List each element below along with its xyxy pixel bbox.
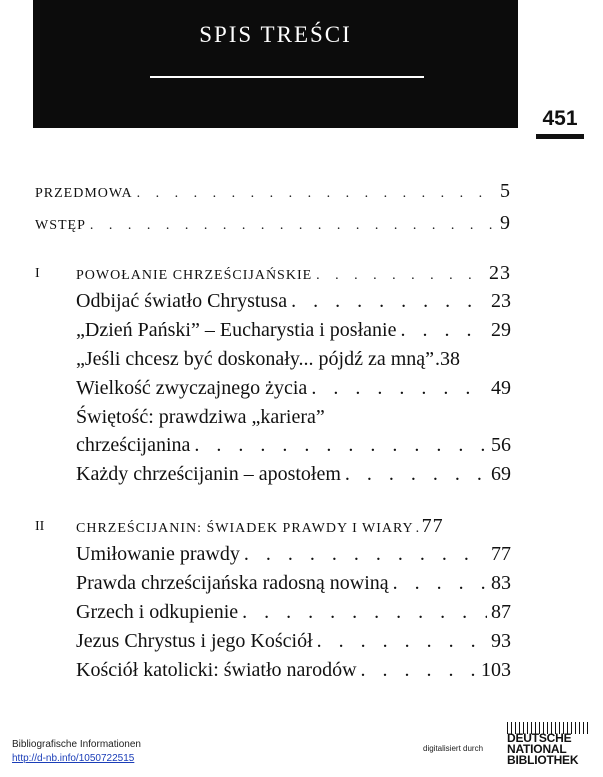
toc-entry[interactable] — [76, 463, 511, 486]
toc-entry[interactable] — [76, 319, 511, 342]
dnb-logo-text — [507, 733, 593, 766]
toc-entry[interactable] — [76, 630, 511, 653]
toc-entry-label: Kościół katolicki: światło narodów — [76, 659, 357, 681]
page-number-underline — [536, 134, 584, 139]
toc-entry[interactable] — [76, 290, 511, 313]
toc-entry-page: 49 — [491, 377, 511, 399]
toc-entry-label: Umiłowanie prawdy — [76, 543, 240, 565]
dnb-logo-line: NATIONAL — [507, 742, 567, 756]
title-underline — [150, 76, 424, 78]
leader-dots — [90, 218, 496, 234]
toc-entry-page: 56 — [491, 434, 511, 456]
toc-entry[interactable] — [76, 601, 511, 624]
dnb-logo-line: BIBLIOTHEK — [507, 753, 579, 767]
leader-dots — [316, 268, 485, 284]
toc-entry-page: 9 — [500, 212, 511, 234]
toc-entry-label: PRZEDMOWA — [35, 186, 133, 201]
toc-entry-page: 87 — [491, 601, 511, 623]
toc-entry-page: 77 — [491, 543, 511, 565]
toc-entry[interactable] — [76, 543, 511, 566]
toc-entry-label: Świętość: prawdziwa „kariera” — [76, 406, 325, 428]
section-number: I — [35, 266, 40, 281]
toc-entry-line1[interactable] — [76, 406, 511, 429]
toc-entry-wstep[interactable] — [35, 212, 511, 235]
dnb-logo — [505, 722, 593, 772]
toc-entry-label: Każdy chrześcijanin – apostołem — [76, 463, 341, 485]
toc-entry-label: Odbijać światło Chrystusa — [76, 290, 288, 312]
toc-section-powolanie[interactable] — [76, 262, 511, 285]
toc-entry-page: 5 — [500, 180, 511, 202]
leader-dots — [311, 377, 487, 400]
toc-entry[interactable] — [76, 348, 511, 371]
toc-entry-page: 93 — [491, 630, 511, 652]
toc-entry-przedmowa[interactable] — [35, 180, 511, 203]
bibliographic-info — [12, 738, 141, 766]
toc-entry-label: WSTĘP — [35, 218, 86, 233]
digitized-by-label: digitalisiert durch — [423, 744, 484, 753]
toc-entry-label: CHRZEŚCIJANIN: ŚWIADEK PRAWDY I WIARY — [76, 521, 414, 536]
toc-section-chrzescijanin[interactable] — [76, 515, 511, 538]
toc-entry-page: 83 — [491, 572, 511, 594]
leader-dots — [194, 434, 487, 457]
toc-entry-page: 29 — [491, 319, 511, 341]
toc-entry-label: POWOŁANIE CHRZEŚCIJAŃSKIE — [76, 268, 313, 283]
leader-dots — [291, 290, 487, 313]
section-number: II — [35, 519, 45, 534]
toc-entry-label: Wielkość zwyczajnego życia — [76, 377, 308, 399]
leader-dots — [416, 521, 420, 537]
toc-entry-label: Grzech i odkupienie — [76, 601, 239, 623]
toc-entry-page: 77 — [421, 515, 444, 537]
bib-link[interactable]: http://d-nb.info/1050722515 — [12, 753, 135, 764]
toc-entry[interactable] — [76, 434, 511, 457]
page-title: SPIS TREŚCI — [199, 22, 352, 47]
leader-dots — [345, 463, 487, 486]
toc-entry-page: 23 — [489, 262, 511, 284]
toc-entry-page: 23 — [491, 290, 511, 312]
leader-dots — [400, 319, 487, 342]
toc-entry-page: 38 — [440, 348, 461, 370]
leader-dots — [435, 348, 439, 371]
toc-entry[interactable] — [76, 572, 511, 595]
toc-entry-label-continued: chrześcijanina — [76, 434, 191, 456]
leader-dots — [244, 543, 487, 566]
toc-entry-page: 69 — [491, 463, 511, 485]
leader-dots — [242, 601, 487, 624]
leader-dots — [137, 186, 496, 202]
toc-entry[interactable] — [76, 377, 511, 400]
toc-entry[interactable] — [76, 659, 511, 682]
toc-entry-label: „Dzień Pański” – Eucharystia i posłanie — [76, 319, 397, 341]
leader-dots — [361, 659, 477, 682]
leader-dots — [317, 630, 487, 653]
dnb-logo-line: DEUTSCHE — [507, 731, 572, 745]
bib-label: Bibliografische Informationen — [12, 739, 141, 750]
page-number: 451 — [542, 107, 578, 130]
toc-entry-page: 103 — [481, 659, 511, 681]
toc-entry-label: Jezus Chrystus i jego Kościół — [76, 630, 313, 652]
toc-entry-label: Prawda chrześcijańska radosną nowiną — [76, 572, 389, 594]
leader-dots — [393, 572, 487, 595]
header-banner — [33, 0, 518, 128]
toc-entry-label: „Jeśli chcesz być doskonały... pójdź za mną” — [76, 348, 435, 370]
